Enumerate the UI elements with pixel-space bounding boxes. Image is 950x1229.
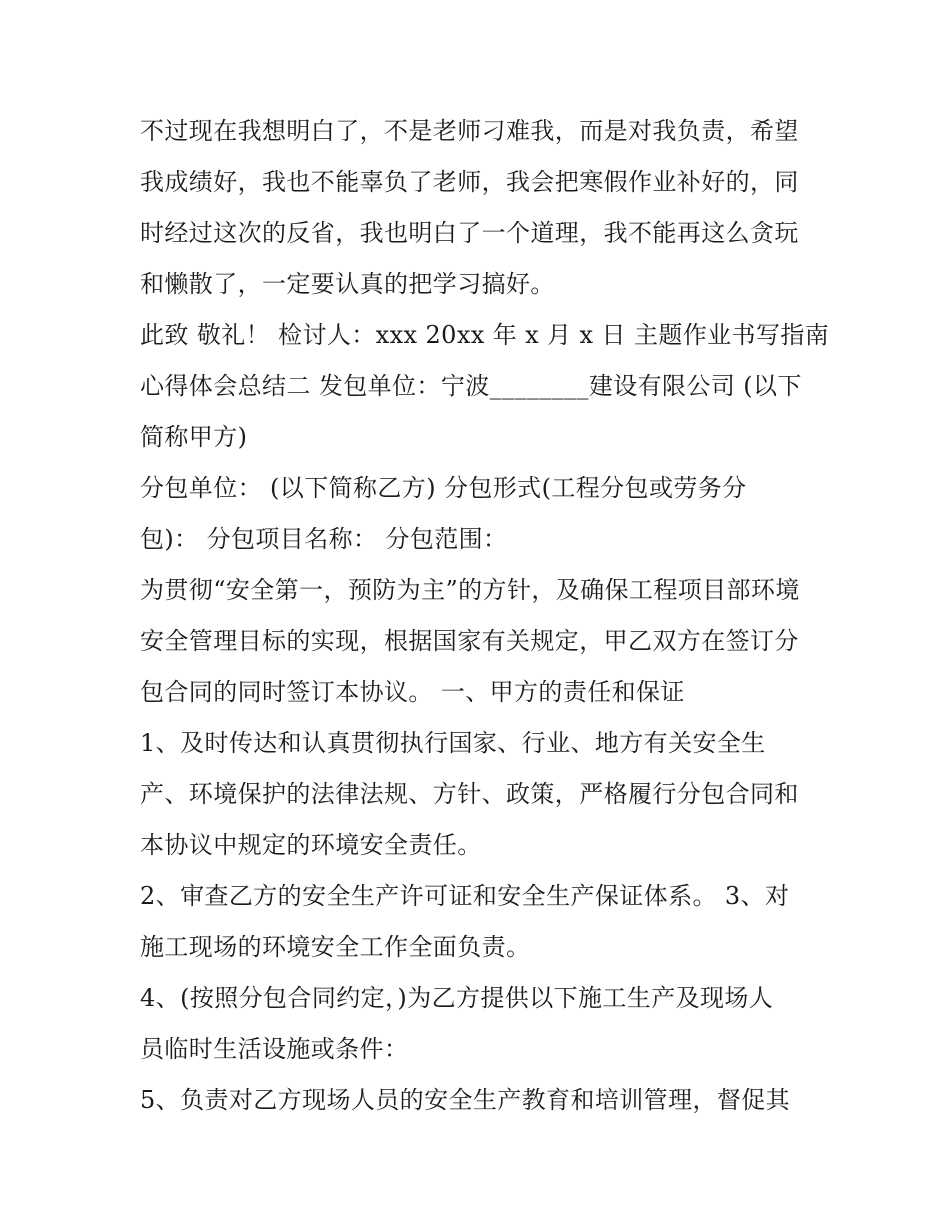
text-line: 包合同的同时签订本协议。 一、甲方的责任和保证 bbox=[140, 678, 685, 706]
text-line: 分包单位： (以下简称乙方) 分包形式(工程分包或劳务分 bbox=[140, 474, 747, 502]
text-line: 时经过这次的反省，我也明白了一个道理，我不能再这么贪玩 bbox=[140, 219, 799, 247]
text-line: 为贯彻“安全第一，预防为主”的方针，及确保工程项目部环境 bbox=[140, 576, 800, 604]
text-line: 和懒散了，一定要认真的把学习搞好。 bbox=[140, 270, 555, 298]
text-line: 此致 敬礼！ 检讨人：xxx 20xx 年 x 月 x 日 主题作业书写指南 bbox=[140, 321, 830, 349]
text-line: 不过现在我想明白了，不是老师刁难我，而是对我负责，希望 bbox=[140, 117, 799, 145]
document-body bbox=[140, 106, 830, 1126]
text-line: 安全管理目标的实现，根据国家有关规定，甲乙双方在签订分 bbox=[140, 627, 799, 655]
text-line: 心得体会总结二 发包单位：宁波________建设有限公司 (以下 bbox=[140, 372, 802, 400]
text-line: 4、(按照分包合同约定，)为乙方提供以下施工生产及现场人 bbox=[140, 984, 774, 1012]
text-line: 员临时生活设施或条件： bbox=[140, 1035, 409, 1063]
text-line: 本协议中规定的环境安全责任。 bbox=[140, 831, 482, 859]
text-line: 2、审查乙方的安全生产许可证和安全生产保证体系。 3、对 bbox=[140, 882, 790, 910]
text-line: 我成绩好，我也不能辜负了老师，我会把寒假作业补好的，同 bbox=[140, 168, 799, 196]
text-line: 产、环境保护的法律法规、方针、政策，严格履行分包合同和 bbox=[140, 780, 799, 808]
text-line: 包)： 分包项目名称： 分包范围： bbox=[140, 525, 508, 553]
text-line: 施工现场的环境安全工作全面负责。 bbox=[140, 933, 531, 961]
text-line: 简称甲方) bbox=[140, 423, 248, 451]
text-line: 1、及时传达和认真贯彻执行国家、行业、地方有关安全生 bbox=[140, 729, 766, 757]
text-line: 5、负责对乙方现场人员的安全生产教育和培训管理，督促其 bbox=[140, 1086, 791, 1114]
